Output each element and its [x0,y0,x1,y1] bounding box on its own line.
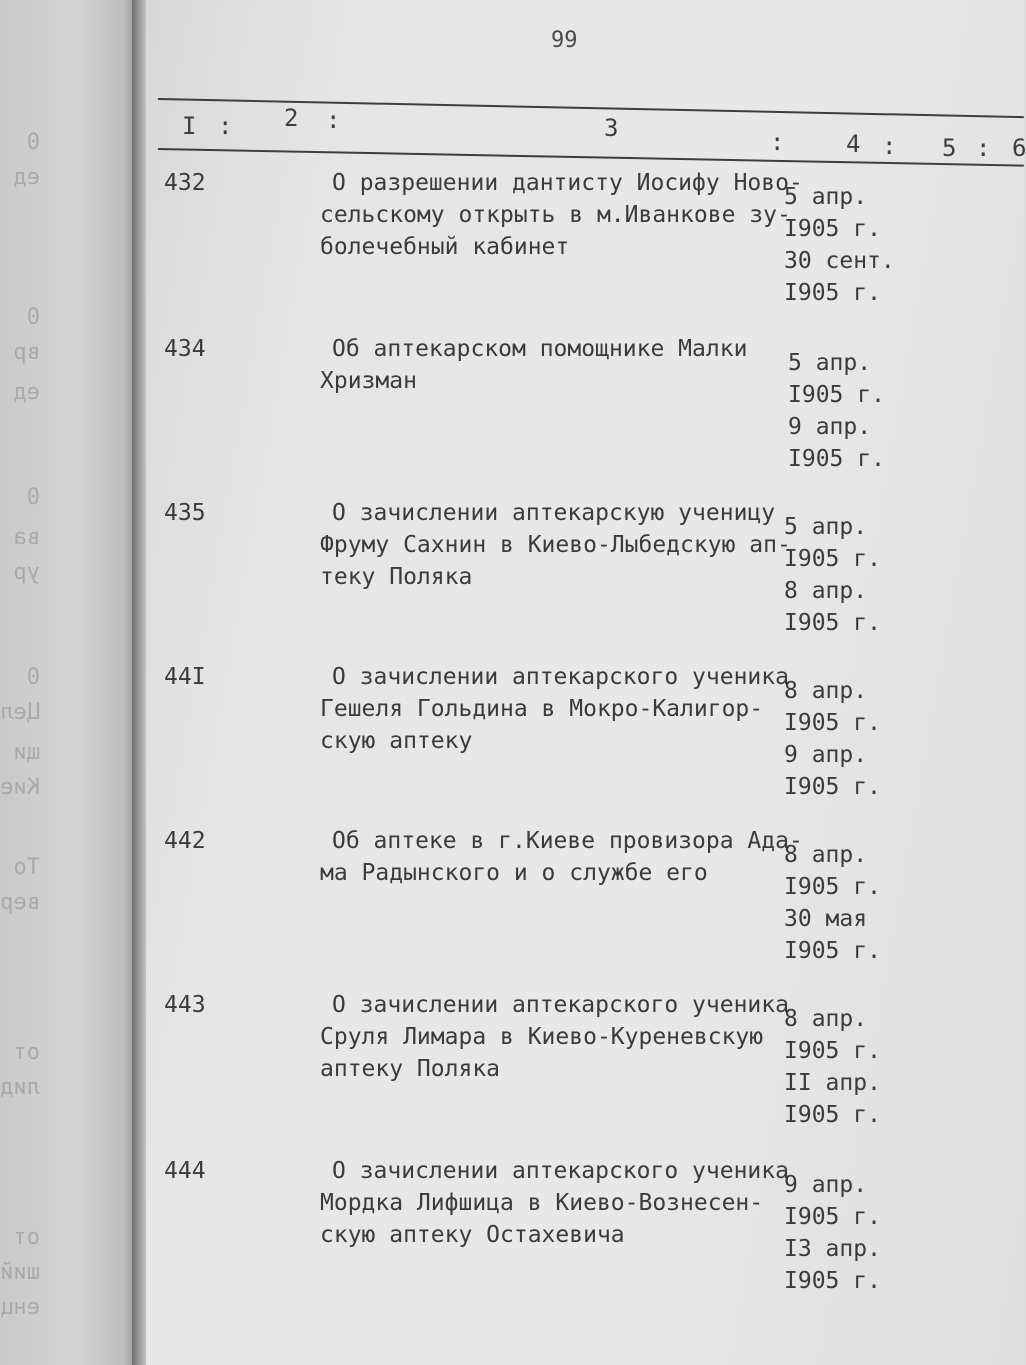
entry-date: 5 апр. [784,184,868,210]
left-page-edge [0,0,140,1365]
entry-date: I905 г. [784,1038,881,1064]
entry-number: 435 [164,500,206,526]
entry-number: 442 [164,828,206,854]
entry-date: I905 г. [784,874,881,900]
entry-number: 443 [164,992,206,1018]
entry-title-line: теку Поляка [320,564,473,590]
entry-title-line: О зачислении аптекарскую ученицу [332,500,776,526]
entry-date: 9 апр. [788,414,872,440]
entry-title-line: Об аптеке в г.Киеве провизора Ада- [332,828,803,854]
column-header-2: 2 [284,104,299,132]
entry-title-line: О зачислении аптекарского ученика [332,664,789,690]
entry-title-line: О зачислении аптекарского ученика [332,992,789,1018]
entry-title-line: ма Радынского и о службе его [320,860,708,886]
entry-title-line: Мордка Лифшица в Киево-Вознесен- [320,1190,764,1216]
entry-date: 30 сент. [784,248,895,274]
entry-date: I905 г. [784,774,881,800]
column-header-sep: : [218,112,233,140]
left-page-fragment: Кие [0,775,40,800]
entry-title-line: сельскому открыть в м.Иванкове зу- [320,202,791,228]
entry-date: 8 апр. [784,842,868,868]
left-page-fragment: лид [0,1075,40,1100]
entry-date: 9 апр. [784,1172,868,1198]
entry-date: I905 г. [784,280,881,306]
left-page-fragment: вер [0,890,40,915]
column-header-sep: : [326,106,341,134]
entry-title-line: аптеку Поляка [320,1056,501,1082]
entry-date: I905 г. [784,216,881,242]
left-page-fragment: ший [0,1260,40,1285]
entry-title-line: Гешеля Гольдина в Мокро-Калигор- [320,696,764,722]
left-page-fragment: 0 [26,485,40,510]
left-page-fragment: ва [13,525,40,550]
left-page-fragment: от [13,1040,40,1065]
entry-number: 44I [164,664,206,690]
entry-date: I905 г. [784,710,881,736]
entry-date: 5 апр. [784,514,868,540]
entry-date: I3 апр. [784,1236,881,1262]
entry-title-line: О разрешении дантисту Иосифу Ново- [332,170,803,196]
entry-title-line: Об аптекарском помощнике Малки [332,336,748,362]
left-page-fragment: вр [13,340,40,365]
column-header-4: 4 [846,130,861,158]
entry-title-line: Фруму Сахнин в Киево-Лыбедскую ап- [320,532,791,558]
entry-number: 434 [164,336,206,362]
entry-date: I905 г. [784,938,881,964]
entry-title-line: болечебный кабинет [320,234,570,260]
left-page-fragment: ед [13,380,40,405]
page-number: 99 [551,28,578,53]
left-page-fragment: 0 [26,305,40,330]
entry-title-line: О зачислении аптекарского ученика [332,1158,789,1184]
entry-date: 8 апр. [784,578,868,604]
column-header-sep: : [882,132,897,160]
entry-number: 444 [164,1158,206,1184]
left-page-fragment: щи [13,740,40,765]
left-page-fragment: ур [13,560,40,585]
entry-date: I905 г. [784,1268,881,1294]
entry-date: 9 апр. [784,742,868,768]
entry-title-line: скую аптеку [320,728,473,754]
entry-date: 8 апр. [784,678,868,704]
left-page-fragment: То [13,855,40,880]
entry-date: I905 г. [788,382,885,408]
left-page-fragment: Цел [0,700,40,725]
left-page-fragment: от [13,1225,40,1250]
left-page-fragment: 0 [26,665,40,690]
entry-date: 30 мая [784,906,868,932]
entry-title-line: скую аптеку Остахевича [320,1222,625,1248]
column-header-1: I [182,112,197,140]
entry-date: 8 апр. [784,1006,868,1032]
document-page [146,0,1024,1365]
column-header-sep: : [976,134,991,162]
entry-date: I905 г. [788,446,885,472]
left-page-fragment: енц [0,1295,40,1320]
entry-date: I905 г. [784,1204,881,1230]
column-header-3: 3 [604,114,619,142]
entry-number: 432 [164,170,206,196]
entry-title-line: Хризман [320,368,417,394]
column-header-5: 5 [942,134,957,162]
entry-date: I905 г. [784,1102,881,1128]
entry-title-line: Сруля Лимара в Киево-Куреневскую [320,1024,764,1050]
entry-date: II апр. [784,1070,881,1096]
left-page-fragment: ед [13,165,40,190]
left-page-fragment: 0 [26,130,40,155]
entry-date: 5 апр. [788,350,872,376]
entry-date: I905 г. [784,610,881,636]
entry-date: I905 г. [784,546,881,572]
column-header-sep: : [770,128,785,156]
column-header-6: 6 [1012,134,1026,162]
